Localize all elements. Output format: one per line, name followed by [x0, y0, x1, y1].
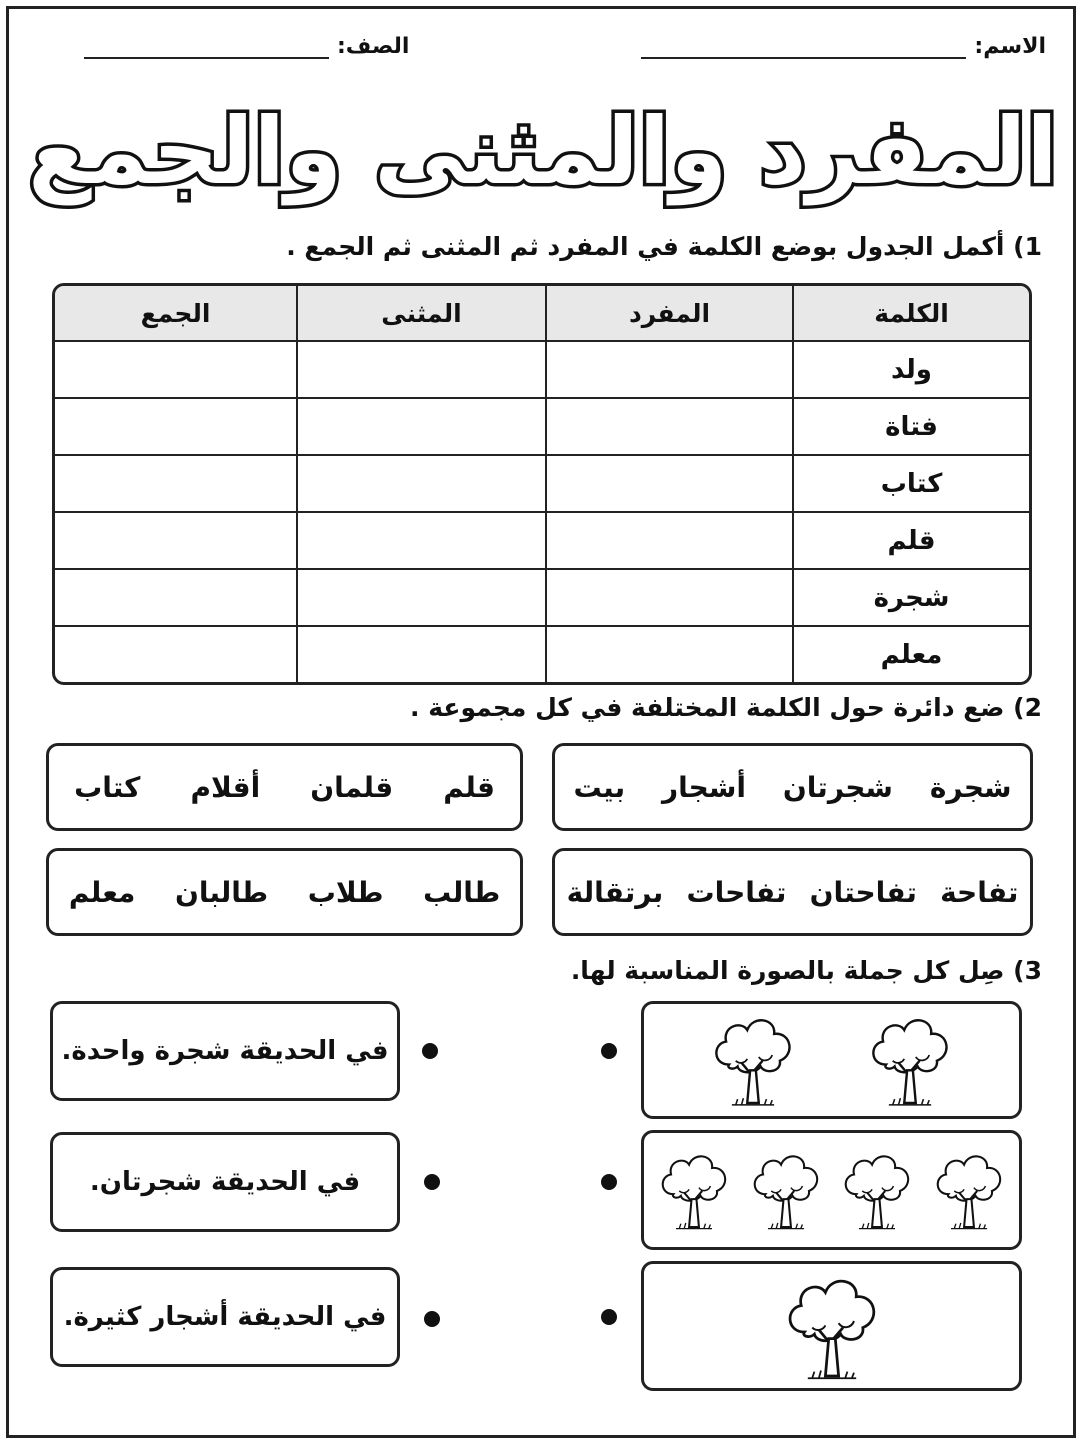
group-word[interactable]: طالبان: [174, 875, 269, 909]
sentence-box: في الحديقة أشجار كثيرة.: [50, 1267, 400, 1367]
answer-cell[interactable]: [55, 342, 296, 399]
answer-cell[interactable]: [55, 513, 296, 570]
col-singular: المفرد: [545, 286, 792, 342]
group-word[interactable]: بيت: [573, 770, 626, 804]
answer-cell[interactable]: [296, 513, 545, 570]
group-word[interactable]: أقلام: [190, 770, 261, 804]
answer-cell[interactable]: [296, 627, 545, 682]
answer-cell[interactable]: [545, 627, 792, 682]
group-word[interactable]: برتقالة: [566, 875, 664, 909]
group-word[interactable]: قلمان: [310, 770, 394, 804]
name-line[interactable]: [641, 35, 966, 59]
picture-dot[interactable]: [601, 1043, 617, 1059]
question-3: 3) صِل كل جملة بالصورة المناسبة لها.: [570, 956, 1042, 985]
group-word[interactable]: شجرتان: [782, 770, 893, 804]
tree-icon: [836, 1145, 918, 1235]
word-cell: قلم: [792, 513, 1029, 570]
group-word[interactable]: شجرة: [929, 770, 1012, 804]
word-cell: كتاب: [792, 456, 1029, 513]
tree-icon: [862, 1007, 958, 1113]
tree-icon: [705, 1007, 801, 1113]
group-word[interactable]: تفاحتان: [809, 875, 917, 909]
page-title: المفرد والمثنى والجمع: [28, 98, 1058, 205]
group-word[interactable]: أشجار: [662, 770, 746, 804]
group-word[interactable]: معلم: [68, 875, 136, 909]
answer-cell[interactable]: [296, 456, 545, 513]
group-word[interactable]: قلم: [443, 770, 495, 804]
picture-box: [641, 1001, 1022, 1119]
tree-icon: [777, 1266, 887, 1387]
answer-cell[interactable]: [55, 399, 296, 456]
answer-cell[interactable]: [545, 399, 792, 456]
answer-cell[interactable]: [296, 342, 545, 399]
answer-cell[interactable]: [55, 627, 296, 682]
picture-box: [641, 1130, 1022, 1250]
word-group: [46, 743, 523, 831]
sentence-box: في الحديقة شجرتان.: [50, 1132, 400, 1232]
answer-cell[interactable]: [296, 570, 545, 627]
answer-cell[interactable]: [545, 570, 792, 627]
group-word[interactable]: تفاحات: [686, 875, 787, 909]
tree-icon: [745, 1145, 827, 1235]
group-word[interactable]: كتاب: [74, 770, 141, 804]
picture-dot[interactable]: [601, 1309, 617, 1325]
group-word[interactable]: طلاب: [307, 875, 384, 909]
word-group: [552, 743, 1033, 831]
answer-cell[interactable]: [545, 513, 792, 570]
sentence-dot[interactable]: [424, 1174, 440, 1190]
answer-cell[interactable]: [55, 456, 296, 513]
col-word: الكلمة: [792, 286, 1029, 342]
picture-box: [641, 1261, 1022, 1391]
group-word[interactable]: تفاحة: [940, 875, 1019, 909]
sentence-dot[interactable]: [422, 1043, 438, 1059]
word-cell: شجرة: [792, 570, 1029, 627]
picture-dot[interactable]: [601, 1174, 617, 1190]
word-cell: ولد: [792, 342, 1029, 399]
class-field[interactable]: [84, 34, 409, 59]
name-label: الاسم:: [974, 34, 1046, 59]
name-field[interactable]: [641, 34, 1046, 59]
answer-cell[interactable]: [55, 570, 296, 627]
word-table: [52, 283, 1032, 685]
tree-icon: [653, 1145, 735, 1235]
class-label: الصف:: [337, 34, 410, 59]
class-line[interactable]: [84, 35, 329, 59]
question-1: 1) أكمل الجدول بوضع الكلمة في المفرد ثم المثنى ثم الجمع .: [286, 232, 1042, 261]
word-group: [552, 848, 1033, 936]
question-2: 2) ضع دائرة حول الكلمة المختلفة في كل مجموعة .: [410, 693, 1042, 722]
col-plural: الجمع: [55, 286, 296, 342]
word-cell: معلم: [792, 627, 1029, 682]
tree-icon: [928, 1145, 1010, 1235]
word-cell: فتاة: [792, 399, 1029, 456]
col-dual: المثنى: [296, 286, 545, 342]
answer-cell[interactable]: [545, 342, 792, 399]
word-group: [46, 848, 523, 936]
sentence-box: في الحديقة شجرة واحدة.: [50, 1001, 400, 1101]
answer-cell[interactable]: [296, 399, 545, 456]
sentence-dot[interactable]: [424, 1311, 440, 1327]
answer-cell[interactable]: [545, 456, 792, 513]
group-word[interactable]: طالب: [423, 875, 501, 909]
